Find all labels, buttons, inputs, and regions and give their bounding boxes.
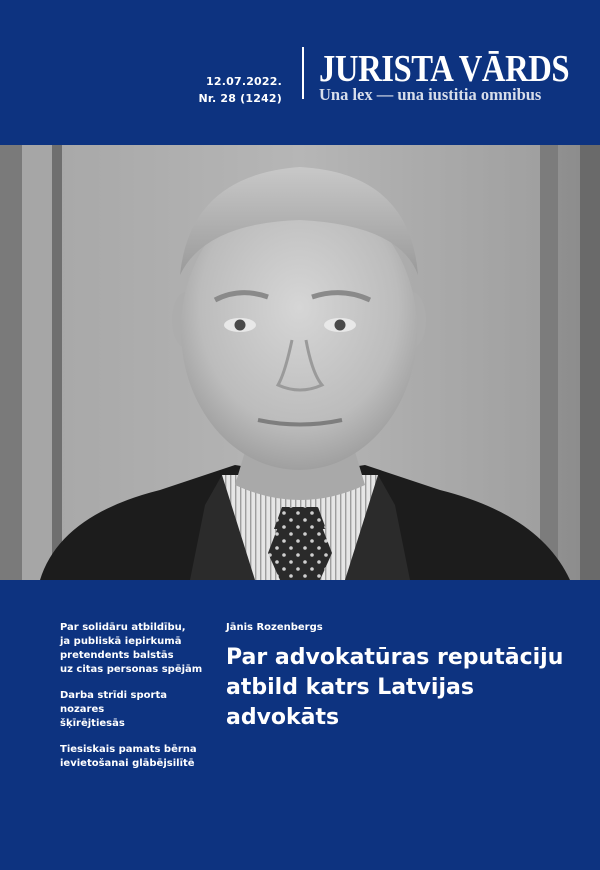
portrait-photo-icon: [0, 145, 600, 580]
feature-headline: Par advokatūras reputāciju atbild katrs Latvijas advokāts: [226, 645, 564, 730]
magazine-title: JURISTA VĀRDS: [319, 48, 570, 90]
teaser-item: Darba strīdi sporta nozares šķīrējtiesās: [60, 690, 167, 729]
masthead-divider: [302, 47, 304, 99]
teaser-item: Par solidāru atbildību, ja publiskā iepirkumā pretendents balstās uz citas personas spējām: [60, 622, 203, 675]
issue-number: Nr. 28 (1242): [198, 92, 282, 105]
teaser-item: Tiesiskais pamats bērna ievietošanai glābējsilītē: [60, 744, 197, 769]
issue-date: 12.07.2022.: [206, 75, 282, 88]
masthead: [0, 0, 600, 145]
magazine-logo: [319, 48, 600, 104]
cover-photo: [0, 145, 600, 580]
magazine-motto: Una lex — una iustitia omnibus: [319, 85, 542, 104]
feature-author: Jānis Rozenbergs: [226, 622, 323, 633]
teaser-list: [60, 621, 210, 783]
issue-info: [199, 73, 282, 107]
feature-article: [226, 621, 586, 733]
